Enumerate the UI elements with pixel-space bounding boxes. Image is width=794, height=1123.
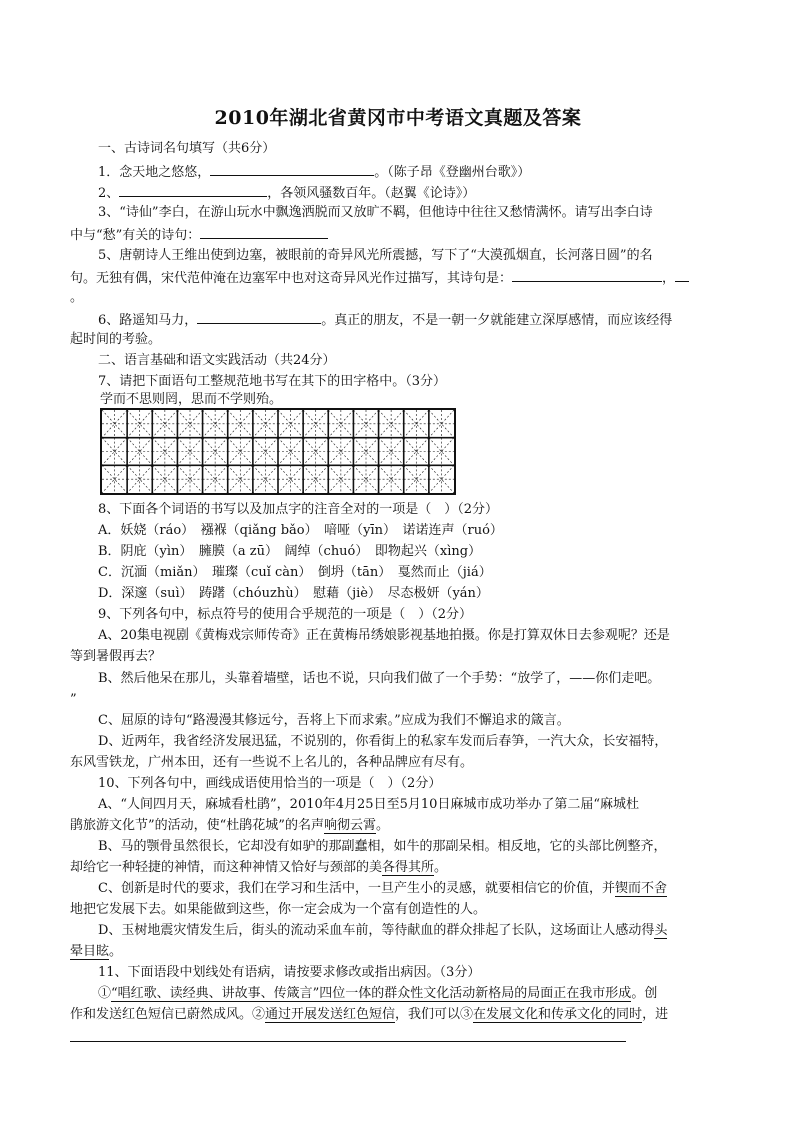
question-8-option-a: A．妖娆（ráo） 襁褓（qiǎng bǎo） 喑哑（yīn） 诺诺连声（ruó） [98,523,503,538]
underlined-idiom: 晕目眩 [70,944,110,959]
question-2: 2、 ，各领风骚数百年。（赵翼《论诗》） [70,183,758,203]
question-9-option-d-line1: D、近两年，我省经济发展迅猛，不说别的，你看街上的私家车发而后春笋，一汽大众，长安福特， [98,734,668,749]
answer-blank[interactable] [197,310,321,324]
grid-lines [102,410,454,493]
question-10-option-c-line2: 地把它发展下去。如果能做到这些，你一定会成为一个富有创造性的人。 [70,902,487,917]
answer-blank[interactable] [210,162,374,176]
underlined-idiom: 各得其所 [382,860,435,875]
answer-blank[interactable] [200,225,328,239]
underlined-idiom: 头 [654,923,668,938]
question-10-prompt: 10、下列各句中，画线成语使用恰当的一项是（ ）（2分） [98,776,442,791]
question-8-option-c: C．沉湎（miǎn） 璀璨（cuǐ càn） 倒坍（tān） 戛然而止（jiá） [98,565,492,580]
question-9-option-d-line2: 东风雪铁龙，广州本田，还有一些说不上名儿的，各种品牌应有尽有。 [70,755,474,770]
question-5-line2: 句。无独有偶，宋代范仲淹在边塞军中也对这奇异风光作过描写，其诗句是： ， [70,268,730,288]
section-heading-language: 二、语言基础和语文实践活动（共24分） [98,353,336,368]
question-6-line2: 起时间的考验。 [70,332,162,347]
question-3-line1: 3、“诗仙”李白，在游山玩水中飘逸洒脱而又放旷不羁，但他诗中往往又愁情满怀。请写出李白诗 [98,205,653,220]
question-3-line2: 中与“愁”有关的诗句： [70,225,730,245]
question-10-option-d-line1: D、玉树地震灾情发生后，街头的流动采血车前，等待献血的群众排起了长队，这场面让人感动得头 [98,923,668,938]
question-8-option-b: B．阴庇（yìn） 臃膜（a zū） 阔绰（chuó） 即物起兴（xìng） [98,544,482,559]
question-7-sentence: 学而不思则罔，思而不学则殆。 [100,392,283,407]
question-7-prompt: 7、请把下面语句工整规范地书写在其下的田字格中。（3分） [98,374,447,389]
question-10-option-b-line2: 却给它一种轻捷的神情，而这种神情又恰好与颈部的美各得其所。 [70,860,448,875]
question-9-prompt: 9、下列各句中，标点符号的使用合乎规范的一项是（ ）（2分） [98,607,473,622]
question-11-prompt: 11、下面语段中划线处有语病，请按要求修改或指出病因。（3分） [98,965,481,980]
answer-blank[interactable] [119,183,267,197]
underlined-phrase: 通过开展发送红色短信 [265,1007,396,1022]
question-11-line1: ①“唱红歌、读经典、讲故事、传箴言”四位一体的群众性文化活动新格局的局面正在我市形成。创 [98,986,658,1001]
underlined-idiom: 响彻云霄 [323,818,376,833]
question-9-option-a-line2: 等到暑假再去？ [70,649,162,664]
question-8-prompt: 8、下面各个词语的书写以及加点字的注音全对的一项是（ ）（2分） [98,502,499,517]
tianzige-writing-grid[interactable] [100,408,456,495]
question-10-option-a-line1: A、“人间四月天，麻城看杜鹃”，2010年4月25日至5月10日麻城市成功举办了第二届“麻城杜 [98,797,640,812]
question-8-option-d: D．深邃（suì） 踌躇（chóuzhù） 慰藉（jiè） 尽态极妍（yán） [98,586,489,601]
answer-line[interactable] [70,1041,626,1042]
question-10-option-a-line2: 鹃旅游文化节”的活动，使“杜鹃花城”的名声响彻云霄。 [70,818,389,833]
question-10-option-c-line1: C、创新是时代的要求，我们在学习和生活中，一旦产生小的灵感，就要相信它的价值，并锲而不舍 [98,881,667,896]
page-title: 2010年湖北省黄冈市中考语文真题及答案 [214,107,582,129]
answer-blank[interactable] [512,268,662,282]
question-10-option-b-line1: B、马的颚骨虽然很长，它却没有如驴的那副蠢相，如牛的那副呆相。相反地，它的头部比例整齐， [98,839,667,854]
question-9-option-c: C、屈原的诗句“路漫漫其修远兮，吾将上下而求索。”应成为我们不懈追求的箴言。 [98,713,570,728]
underlined-idiom: 锲而不舍 [614,881,667,896]
question-9-option-a-line1: A、20集电视剧《黄梅戏宗师传奇》正在黄梅吊绣娘影视基地拍摄。你是打算双休日去参观呢？还是 [98,628,670,643]
question-5-line3: 。 [70,290,84,305]
underlined-sentence: “唱红歌、读经典、讲故事、传箴言”四位一体的群众性文化活动新格局的局面正在我市形成 [111,986,632,1001]
question-5-line1: 5、唐朝诗人王维出使到边塞，被眼前的奇异风光所震撼，写下了“大漠孤烟直，长河落日圆”的名 [98,248,653,263]
answer-blank[interactable] [675,268,689,282]
underlined-phrase: 在发展文化和传承文化的同时 [473,1007,643,1022]
section-heading-poetry: 一、古诗词名句填写（共6分） [98,141,276,156]
question-6-line1: 6、路遥知马力， 。真正的朋友，不是一朝一夕就能建立深厚感情，而应该经得 [70,310,758,330]
question-9-option-b-line2: ” [70,692,77,707]
question-9-option-b-line1: B、然后他呆在那儿，头靠着墙壁，话也不说，只向我们做了一个手势：“放学了，——你们走吧。 [98,671,661,686]
question-10-option-d-line2: 晕目眩。 [70,944,123,959]
question-1: 1．念天地之悠悠， 。（陈子昂《登幽州台歌》） [70,162,758,182]
question-11-line2: 作和发送红色短信已蔚然成风。②通过开展发送红色短信，我们可以③在发展文化和传承文化的同时，进 [70,1007,669,1022]
